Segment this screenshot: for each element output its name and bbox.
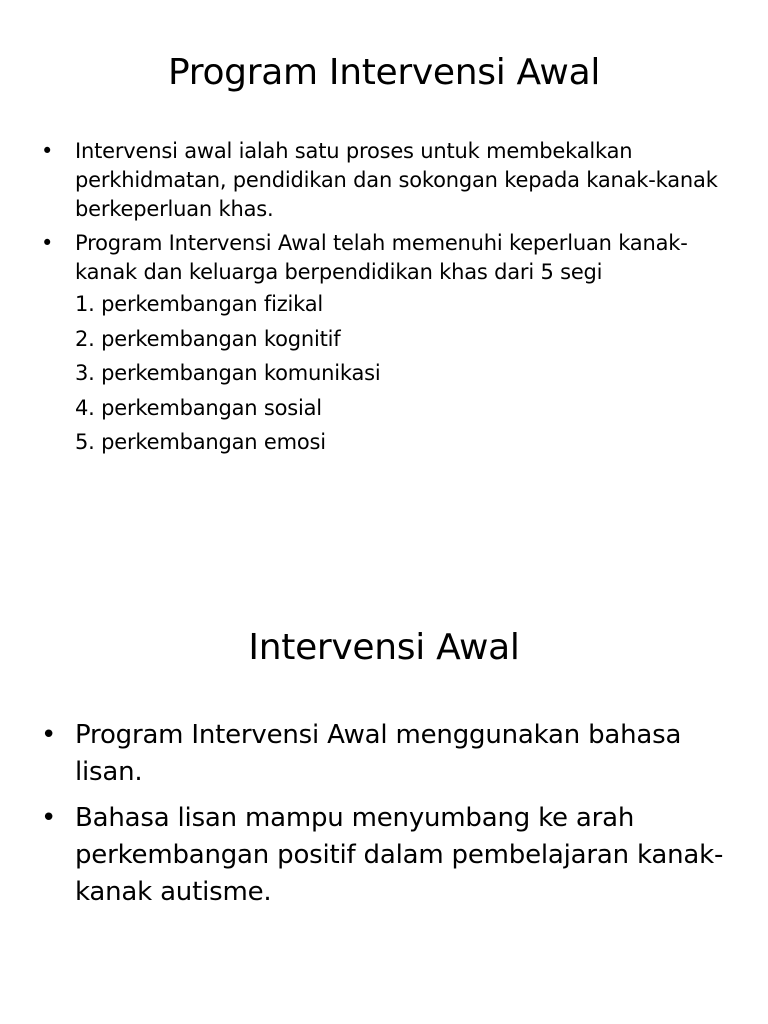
development-aspects-list	[75, 290, 740, 457]
sub-item-1: 1. perkembangan fizikal	[75, 292, 324, 316]
bullet-icon: •	[41, 720, 57, 750]
slide-1-bullet-1-text: Intervensi awal ialah satu proses untuk membekalkan perkhidmatan, pendidikan dan sokongan kepada kanak-kanak berkeperluan khas.	[75, 139, 718, 221]
slide-1-bullet-2-text: Program Intervensi Awal telah memenuhi keperluan kanak-kanak dan keluarga berpendidikan khas dari 5 segi	[75, 231, 688, 284]
slide-1-bullet-2	[40, 229, 740, 457]
sub-item-3: 3. perkembangan komunikasi	[75, 361, 381, 386]
slide-2-bullet-2	[40, 800, 740, 911]
slide-2-title: Intervensi Awal	[248, 627, 520, 668]
bullet-icon: •	[41, 139, 54, 163]
sub-item-4: 4. perkembangan sosial	[75, 395, 322, 420]
slide-1-bullet-list	[40, 137, 740, 463]
bullet-icon: •	[41, 803, 57, 833]
sub-item-2: 2. perkembangan kognitif	[75, 326, 341, 351]
slide-2-bullet-1-text: Program Intervensi Awal menggunakan bahasa lisan.	[75, 720, 682, 787]
slide-2	[0, 512, 768, 1024]
slide-2-bullet-list	[40, 717, 740, 920]
slide-2-bullet-1	[40, 717, 740, 791]
sub-item-5: 5. perkembangan emosi	[75, 430, 326, 455]
bullet-icon: •	[41, 231, 54, 255]
slide-1-title: Program Intervensi Awal	[167, 52, 601, 93]
slide-1-bullet-1	[40, 137, 740, 224]
slide-2-bullet-2-text: Bahasa lisan mampu menyumbang ke arah perkembangan positif dalam pembelajaran kanak-kanak autisme.	[75, 803, 724, 907]
